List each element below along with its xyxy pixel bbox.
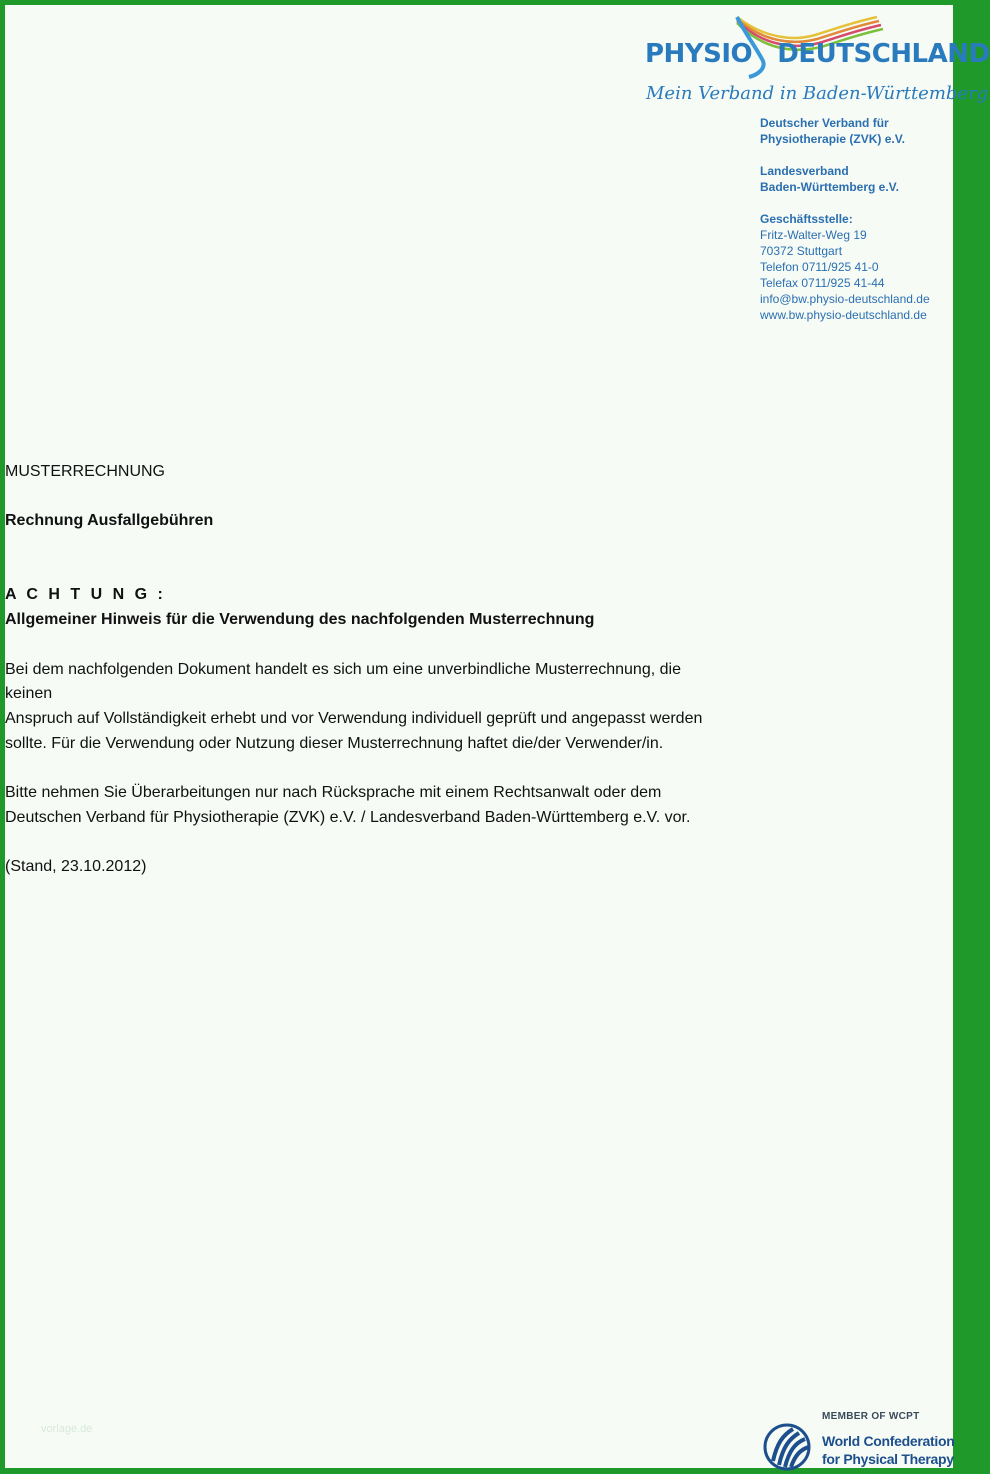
document-title: Rechnung Ausfallgebühren [5, 512, 214, 530]
wcpt-emblem-icon [763, 1417, 819, 1473]
sender-address-block [760, 115, 930, 323]
paragraph-2-line-2: Deutschen Verband für Physiotherapie (ZVK) e.V. / Landesverband Baden-Württemberg e.V. vor. [5, 808, 691, 826]
logo-wordmark [645, 39, 990, 69]
date-note: (Stand, 23.10.2012) [5, 858, 147, 876]
lv-line-2: Baden-Württemberg e.V. [760, 180, 899, 194]
paragraph-1-line-2: Anspruch auf Vollständigkeit erhebt und vor Verwendung individuell geprüft und angepasst werden [5, 709, 703, 727]
hint-heading: Allgemeiner Hinweis für die Verwendung des nachfolgenden Musterrechnung [5, 611, 595, 629]
office-heading: Geschäftsstelle: [760, 212, 853, 226]
wcpt-name-line-2: for Physical Therapy [822, 1451, 954, 1467]
logo-name-part1: PHYSIO [645, 39, 753, 69]
phone-number: Telefon 0711/925 41-0 [760, 260, 879, 274]
wcpt-member-label: MEMBER OF WCPT [822, 1411, 920, 1422]
email-address: info@bw.physio-deutschland.de [760, 292, 930, 306]
fax-number: Telefax 0711/925 41-44 [760, 276, 885, 290]
street-address: Fritz-Walter-Weg 19 [760, 228, 867, 242]
org-line-1: Deutscher Verband für [760, 116, 889, 130]
paragraph-2-line-1: Bitte nehmen Sie Überarbeitungen nur nach Rücksprache mit einem Rechtsanwalt oder dem [5, 784, 662, 802]
physio-deutschland-logo [645, 9, 990, 113]
wcpt-name-line-1: World Confederation [822, 1433, 955, 1449]
lv-line-1: Landesverband [760, 164, 849, 178]
document-body [5, 460, 725, 880]
org-line-2: Physiotherapie (ZVK) e.V. [760, 132, 905, 146]
document-page [5, 5, 990, 1468]
website-address: www.bw.physio-deutschland.de [760, 308, 927, 322]
attention-heading: A C H T U N G : [5, 586, 166, 604]
city-address: 70372 Stuttgart [760, 244, 843, 258]
document-label: MUSTERRECHNUNG [5, 463, 165, 480]
paragraph-1-line-1: Bei dem nachfolgenden Dokument handelt es sich um eine unverbindliche Musterrechnung, die keinen [5, 660, 681, 703]
wcpt-logo [763, 1409, 953, 1471]
logo-tagline: Mein Verband in Baden-Württemberg [646, 83, 989, 104]
watermark-text: vorlage.de [41, 1423, 93, 1435]
logo-name-part2: DEUTSCHLAND [777, 39, 990, 69]
paragraph-1-line-3: sollte. Für die Verwendung oder Nutzung dieser Musterrechnung haftet die/der Verwender/in. [5, 734, 664, 752]
